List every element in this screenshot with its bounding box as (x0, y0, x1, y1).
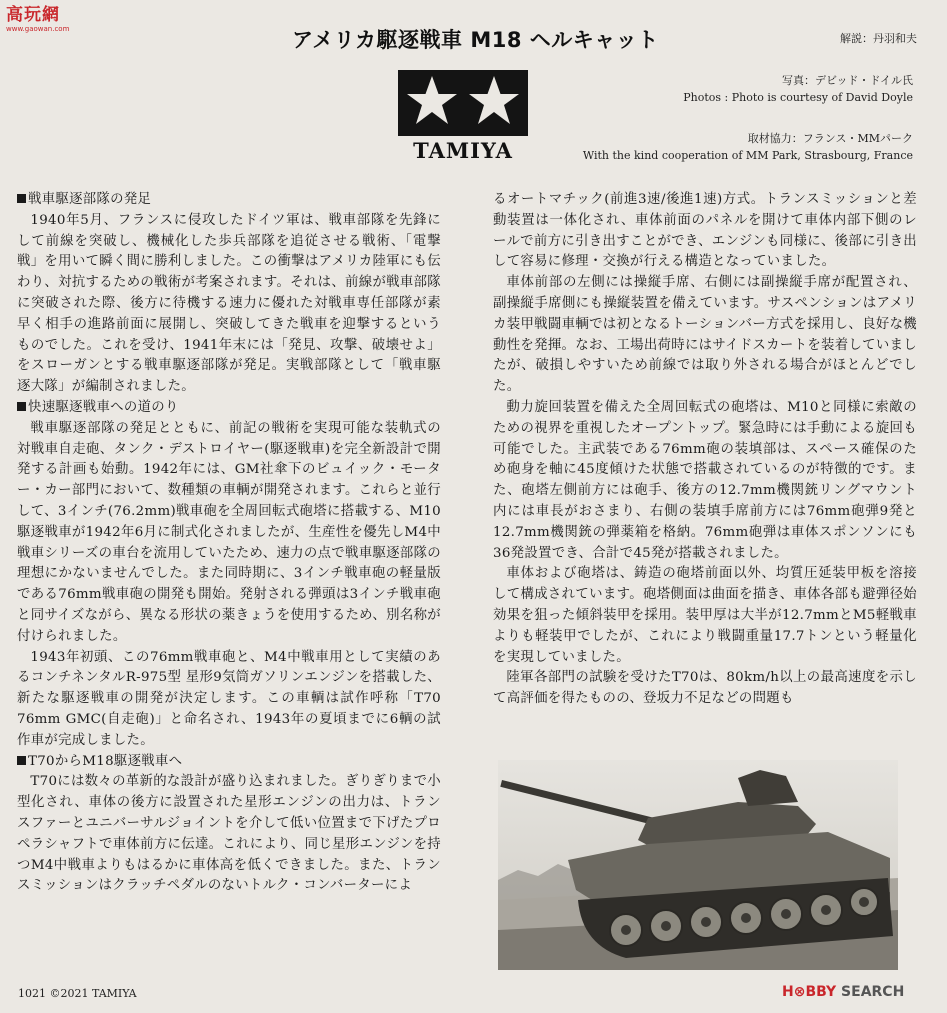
twin-star-icon (398, 70, 528, 136)
cooperation-credits (583, 130, 913, 164)
author-credit: 解説：丹羽和夫 (840, 32, 917, 45)
body-paragraph: T70には数々の革新的な設計が盛り込まれました。ぎりぎりまで小型化され、車体の後方に設置された星形エンジンの出力は、トランスファーとユニバーサルジョイントを介して低い位置まで下げたプロペラシャフトで車体前方に伝達。これにより、同じ星形エンジンを持つM4中戦車よりもはるかに車体高を低くできました。また、トランスミッションはクラッチペダルのないトルク・コンバーターによ (17, 774, 441, 894)
page-code: 1021 ©2021 TAMIYA (18, 987, 137, 1000)
right-column (493, 190, 917, 710)
watermark-url: www.gaowan.com (6, 25, 70, 33)
body-paragraph: 戦車駆逐部隊の発足とともに、前記の戦術を実現可能な装軌式の対戦車自走砲、タンク・デストロイヤー(駆逐戦車)を完全新設計で開発する計画も始動。1942年には、GM社傘下のビュイック・モーター・カー部門において、数種類の車輌が開発されます。これらと並行して、3インチ(76.2mm)戦車砲を全周回転式砲塔に搭載する、M10駆逐戦車が1942年6月に制式化されましたが、生産性を優先しM4中戦車シリーズの車台を流用していたため、速力の点で戦車駆逐部隊の理想にかないませんでした。また同時期に、3インチ戦車砲の軽量版である76mm戦車砲の開発も開始。発射される弾頭は3インチ戦車砲と同サイズながら、異なる形状の薬きょうを使用するため、別名称が付けられました。 (17, 420, 441, 644)
page-title: アメリカ駆逐戦車 M18 ヘルキャット (292, 28, 659, 52)
section-heading: 快速駆逐戦車への道のり (17, 398, 441, 419)
square-bullet-icon (17, 194, 26, 203)
search-wordmark: SEARCH (841, 984, 905, 1000)
hobby-wordmark: H⊗BBY (782, 984, 837, 1000)
logo-wordmark: TAMIYA (413, 138, 513, 163)
photo-credit-en: Photos : Photo is courtesy of David Doyle (683, 91, 913, 104)
m18-tank-photo (498, 760, 898, 970)
body-paragraph: 1940年5月、フランスに侵攻したドイツ軍は、戦車部隊を先鋒にして前線を突破し、機械化した歩兵部隊を追従させる戦術、「電撃戦」を用いて瞬く間に勝利しました。この衝撃はアメリカ陸軍にも伝わり、対抗するための戦術が考案されます。それは、前線が戦車部隊に突破された際、後方に待機する速力に優れた対戦車専任部隊が素早く相手の進路前面に展開し、突破してきた戦車を迎撃するというものでした。これを受け、1941年末には「発見、攻撃、破壊せよ」をスローガンとする戦車駆逐部隊が発足。実戦部隊として「戦車駆逐大隊」が編制されました。 (17, 212, 441, 395)
watermark-logo (6, 6, 76, 40)
body-paragraph: 車体前部の左側には操縦手席、右側には副操縦手席が配置され、副操縦手席側にも操縦装置を備えています。サスペンションはアメリカ装甲戦闘車輌では初となるトーションバー方式を採用し、良好な機動性を発揮。なお、工場出荷時にはサイドスカートを装着していましたが、破損しやすいため前線では取り外される場合がほとんどでした。 (493, 275, 917, 395)
body-paragraph: 車体および砲塔は、鋳造の砲塔前面以外、均質圧延装甲板を溶接して構成されています。砲塔側面は曲面を描き、車体各部も避弾径始効果を狙った傾斜装甲を採用。装甲厚は大半が12.7mmとM5軽戦車よりも軽装甲でしたが、これにより戦闘重量17.7トンという軽量化を実現していました。 (493, 566, 917, 665)
square-bullet-icon (17, 402, 26, 411)
left-column (17, 190, 441, 897)
square-bullet-icon (17, 756, 26, 765)
hobbysearch-watermark (782, 984, 904, 1000)
body-paragraph: 陸軍各部門の試験を受けたT70は、80km/h以上の最高速度を示して高評価を得たものの、登坂力不足などの問題も (493, 670, 917, 707)
section-heading: 戦車駆逐部隊の発足 (17, 190, 441, 211)
body-paragraph: 1943年初頭、この76mm戦車砲と、M4中戦車用として実績のあるコンチネンタルR-975型 星形9気筒ガソリンエンジンを搭載した、新たな駆逐戦車の開発が決定します。この車輌は試作呼称「T70 76mm GMC(自走砲)」と命名され、1943年の夏頃までに6輌の試作車が完成しました。 (17, 649, 441, 748)
cooperation-credit-en: With the kind cooperation of MM Park, Strasbourg, France (582, 149, 913, 162)
body-paragraph: 動力旋回装置を備えた全周回転式の砲塔は、M10と同様に索敵のための視界を重視したオープントップ。緊急時には手動による旋回も可能でした。主武装である76mm砲の装填部は、スペース確保のため砲身を軸に45度傾けた状態で搭載されているのが特徴的です。また、砲塔左側前方には砲手、後方の12.7mm機関銃リングマウント内には車長がおさまり、右側の装填手席前方には76mm砲弾9発と12.7mm機関銃の弾薬箱を格納。76mm砲弾は車体スポンソンにも36発設置でき、合計で45発が搭載されました。 (493, 399, 917, 561)
photo-credits (683, 72, 913, 106)
cooperation-credit-jp: 取材協力：フランス・MMパーク (747, 132, 913, 145)
body-paragraph: るオートマチック(前進3速/後進1速)方式。トランスミッションと差動装置は一体化され、車体前面のパネルを開けて車体内部下側のレールで前方に引き出すことができ、エンジンも同様に、後部に引き出して容易に修理・交換が行える構造となっていました。 (493, 192, 917, 270)
photo-credit-jp: 写真：デビッド・ドイル氏 (781, 74, 913, 87)
tamiya-logo (398, 70, 528, 162)
watermark-site-name: 高玩網 (6, 5, 60, 25)
section-heading: T70からM18駆逐戦車へ (17, 752, 441, 773)
